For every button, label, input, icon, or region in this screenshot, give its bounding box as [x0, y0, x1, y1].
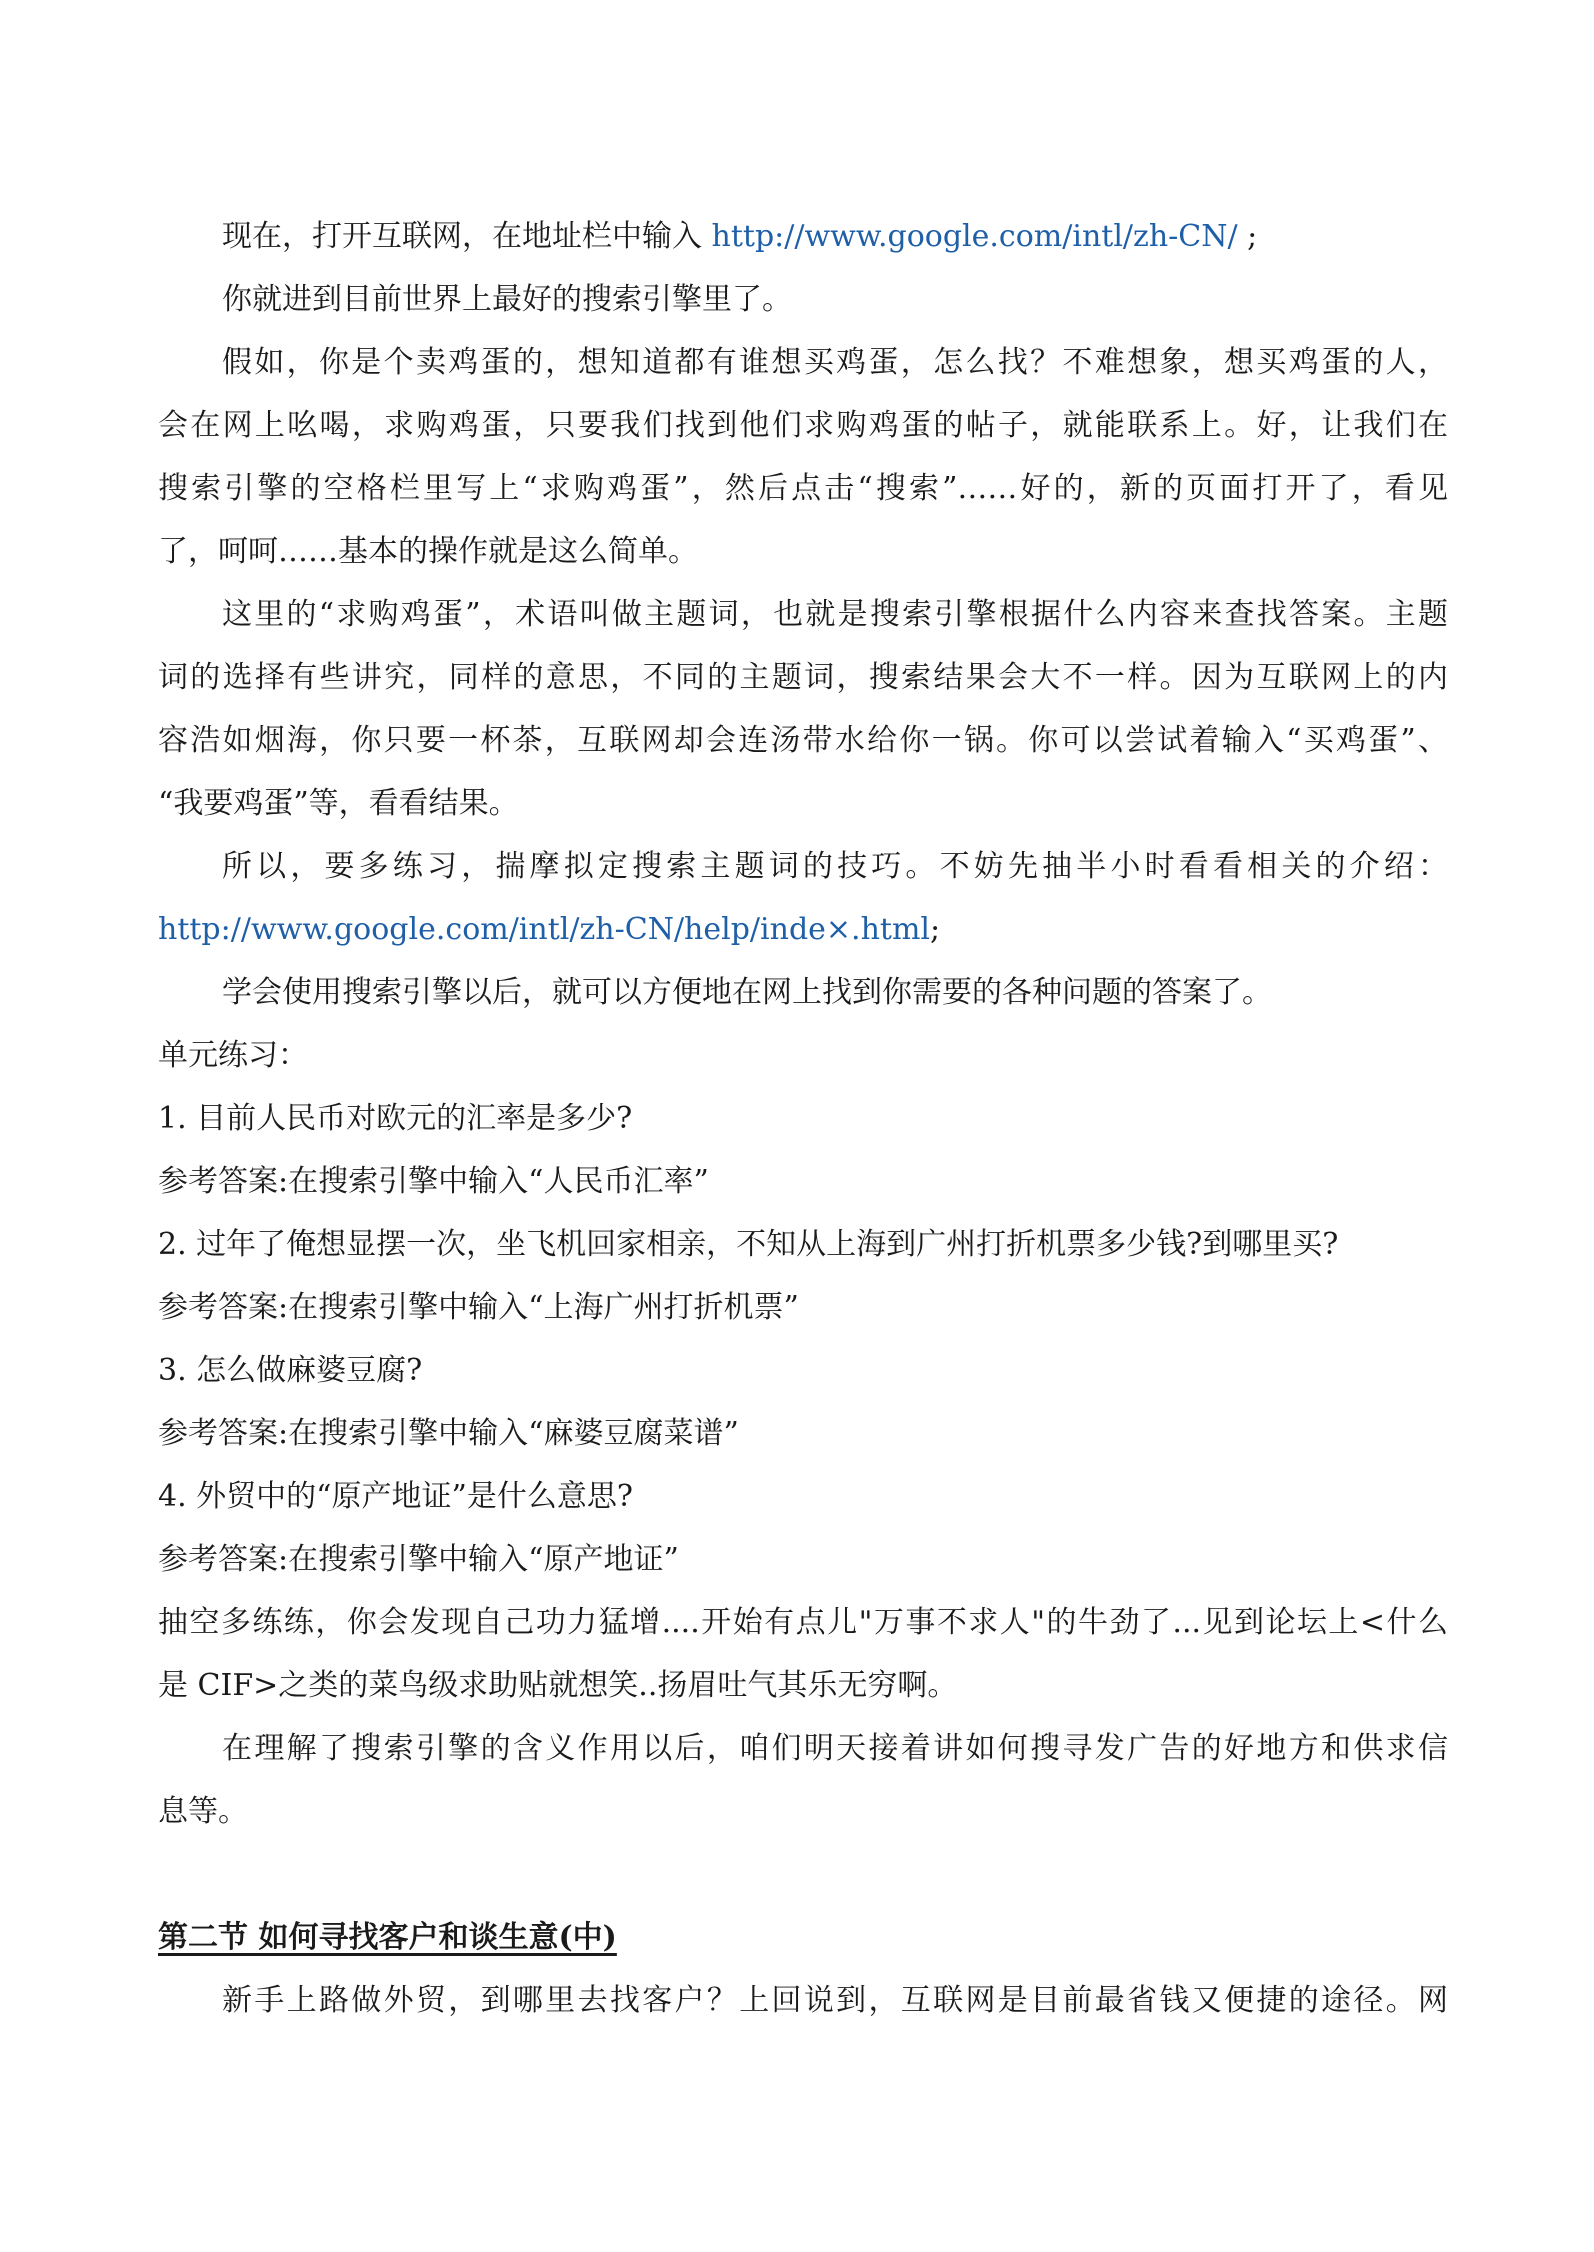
- google-help-url-link[interactable]: http://www.google.com/intl/zh-CN/help/inde×.html: [158, 912, 931, 947]
- section-first-line: 新手上路做外贸，到哪里去找客户？上回说到，互联网是目前最省钱又便捷的途径。网: [222, 1983, 1448, 2018]
- section-heading: 第二节 如何寻找客户和谈生意(中): [158, 1920, 617, 1955]
- practice-summary-line: 学会使用搜索引擎以后，就可以方便地在网上找到你需要的各种问题的答案了。: [222, 975, 1272, 1010]
- exercise-question: 4. 外贸中的“原产地证”是什么意思?: [158, 1479, 633, 1514]
- google-url-link[interactable]: http://www.google.com/intl/zh-CN/: [711, 219, 1238, 254]
- next-lesson-line: 息等。: [158, 1794, 248, 1829]
- intro-open-suffix: ;: [1247, 219, 1258, 254]
- section-spacer: [158, 1843, 1448, 1906]
- exercises-title: 单元练习：: [158, 1038, 308, 1073]
- next-lesson-line: 在理解了搜索引擎的含义作用以后，咱们明天接着讲如何搜寻发广告的好地方和供求信: [222, 1731, 1448, 1766]
- eggs-paragraph-line: 会在网上吆喝，求购鸡蛋，只要我们找到他们求购鸡蛋的帖子，就能联系上。好，让我们在: [158, 408, 1448, 443]
- eggs-paragraph-line: 搜索引擎的空格栏里写上“求购鸡蛋”，然后点击“搜索”……好的，新的页面打开了，看见: [158, 471, 1448, 506]
- exercise-answer: 参考答案:在搜索引擎中输入“麻婆豆腐菜谱”: [158, 1416, 739, 1451]
- keyword-paragraph-line: “我要鸡蛋”等，看看结果。: [158, 786, 519, 821]
- help-url-suffix: ;: [930, 912, 941, 947]
- exercise-answer: 参考答案:在搜索引擎中输入“人民币汇率”: [158, 1164, 709, 1199]
- closing-line: 抽空多练练，你会发现自己功力猛增....开始有点儿"万事不求人"的牛劲了...见到论坛上<什么: [158, 1605, 1448, 1640]
- intro-open-text: 现在，打开互联网，在地址栏中输入: [222, 219, 702, 254]
- intro-open-line: [158, 205, 1448, 268]
- keyword-paragraph-line: 这里的“求购鸡蛋”，术语叫做主题词，也就是搜索引擎根据什么内容来查找答案。主题: [222, 597, 1448, 632]
- eggs-paragraph-line: 假如，你是个卖鸡蛋的，想知道都有谁想买鸡蛋，怎么找？不难想象，想买鸡蛋的人，: [222, 345, 1448, 380]
- document-page: [158, 205, 1448, 2032]
- exercise-question: 3. 怎么做麻婆豆腐?: [158, 1353, 423, 1388]
- keyword-paragraph-line: 词的选择有些讲究，同样的意思，不同的主题词，搜索结果会大不一样。因为互联网上的内: [158, 660, 1448, 695]
- help-url-line: [158, 898, 1448, 961]
- practice-line: 所以，要多练习，揣摩拟定搜索主题词的技巧。不妨先抽半小时看看相关的介绍：: [222, 849, 1448, 884]
- keyword-paragraph-line: 容浩如烟海，你只要一杯茶，互联网却会连汤带水给你一锅。你可以尝试着输入“买鸡蛋”、: [158, 723, 1448, 758]
- exercise-question: 1. 目前人民币对欧元的汇率是多少?: [158, 1101, 633, 1136]
- closing-line: 是 CIF>之类的菜鸟级求助贴就想笑..扬眉吐气其乐无穷啊。: [158, 1668, 958, 1703]
- eggs-paragraph-line: 了，呵呵……基本的操作就是这么简单。: [158, 534, 698, 569]
- exercise-answer: 参考答案:在搜索引擎中输入“原产地证”: [158, 1542, 679, 1577]
- exercise-answer: 参考答案:在搜索引擎中输入“上海广州打折机票”: [158, 1290, 799, 1325]
- intro-enter-line: 你就进到目前世界上最好的搜索引擎里了。: [222, 282, 792, 317]
- exercise-question: 2. 过年了俺想显摆一次，坐飞机回家相亲，不知从上海到广州打折机票多少钱?到哪里买?: [158, 1227, 1339, 1262]
